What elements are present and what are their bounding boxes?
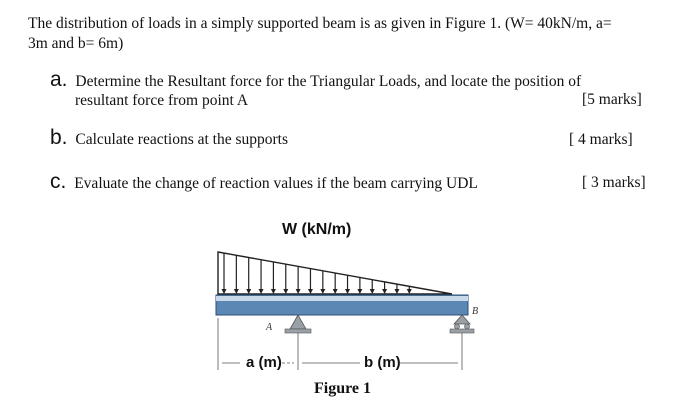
question-b-text: Calculate reactions at the supports xyxy=(75,131,289,148)
beam-diagram xyxy=(200,212,500,402)
load-arrow-head xyxy=(382,289,387,294)
load-arrow-head xyxy=(333,289,338,294)
load-arrow-head xyxy=(345,289,350,294)
load-arrow-head xyxy=(271,289,276,294)
support-b xyxy=(450,315,474,333)
load-arrow-head xyxy=(234,289,239,294)
dimension-a-label: a (m) xyxy=(246,354,282,371)
load-arrow-head xyxy=(357,289,362,294)
load-arrow-head xyxy=(320,289,325,294)
load-arrow-head xyxy=(407,289,412,294)
question-b xyxy=(50,128,570,149)
load-arrow-head xyxy=(296,289,301,294)
load-arrow-head xyxy=(283,289,288,294)
beam-highlight xyxy=(216,296,468,301)
question-a xyxy=(50,70,670,110)
load-label: W (kN/m) xyxy=(282,221,352,238)
support-a-label: A xyxy=(266,322,273,333)
support-b-label: B xyxy=(472,306,479,317)
load-arrow-head xyxy=(259,289,264,294)
question-c-marks: [ 3 marks] xyxy=(582,174,646,191)
question-a-marks: [5 marks] xyxy=(582,91,642,108)
problem-statement xyxy=(28,14,668,54)
load-arrow-head xyxy=(370,289,375,294)
intro-line-1: The distribution of loads in a simply supported beam is as given in Figure 1. (W= 40kN/m, a= xyxy=(28,15,612,32)
load-arrows xyxy=(222,253,412,294)
dimension-b-label: b (m) xyxy=(364,354,401,371)
intro-line-2: 3m and b= 6m) xyxy=(28,35,124,52)
question-a-letter: a. xyxy=(50,68,68,91)
question-c-text: Evaluate the change of reaction values if the beam carrying UDL xyxy=(74,175,478,192)
load-arrow-head xyxy=(394,289,399,294)
question-a-text-1: Determine the Resultant force for the Triangular Loads, and locate the position of xyxy=(75,73,582,90)
question-c-letter: c. xyxy=(50,170,67,193)
figure-caption: Figure 1 xyxy=(314,380,372,397)
load-arrow-head xyxy=(308,289,313,294)
question-b-letter: b. xyxy=(50,126,68,149)
question-c xyxy=(50,172,570,193)
question-a-text-2: resultant force from point A xyxy=(75,92,249,109)
load-arrow-head xyxy=(222,289,227,294)
support-a xyxy=(285,315,311,333)
load-arrow-head xyxy=(246,289,251,294)
question-b-marks: [ 4 marks] xyxy=(569,131,633,148)
